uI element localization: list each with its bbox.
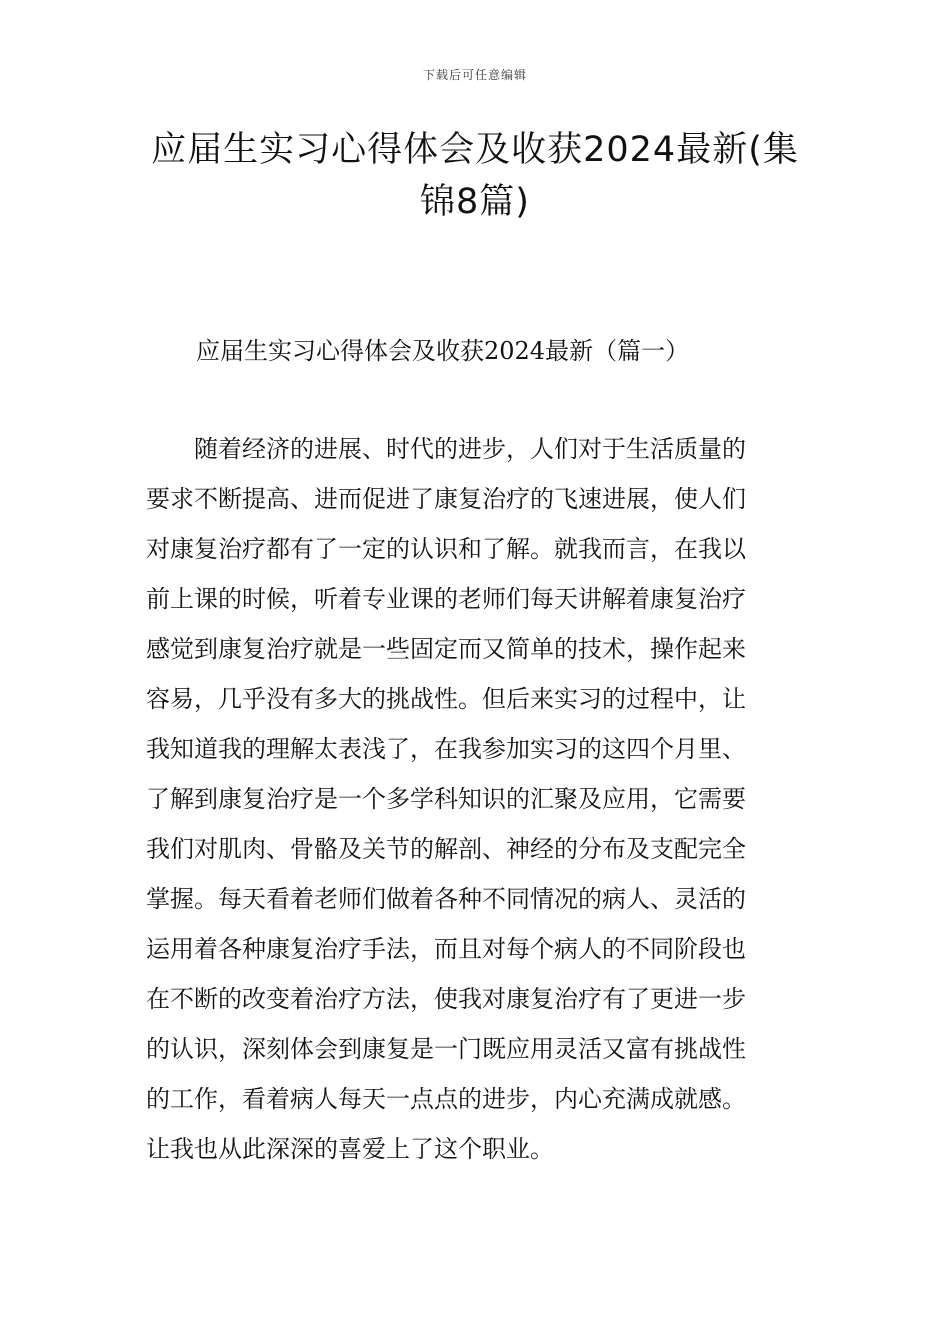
paragraph-line: 在不断的改变着治疗方法，使我对康复治疗有了更进一步: [146, 985, 746, 1013]
paragraph-line: 容易，几乎没有多大的挑战性。但后来实习的过程中，让: [146, 685, 746, 713]
title-line-2: 锦8篇): [420, 182, 530, 222]
title-line-1: 应届生实习心得体会及收获2024最新(集: [151, 130, 799, 170]
paragraph-line: 运用着各种康复治疗手法，而且对每个病人的不同阶段也: [146, 935, 746, 963]
paragraph-line: 我知道我的理解太表浅了，在我参加实习的这四个月里、: [146, 735, 746, 763]
document-title: [150, 124, 800, 228]
paragraph-line: 掌握。每天看着老师们做着各种不同情况的病人、灵活的: [146, 885, 746, 913]
paragraph-line: 随着经济的进展、时代的进步，人们对于生活质量的: [146, 435, 746, 463]
paragraph-line: 对康复治疗都有了一定的认识和了解。就我而言，在我以: [146, 535, 746, 563]
paragraph-line: 的工作，看着病人每天一点点的进步，内心充满成就感。: [146, 1085, 746, 1113]
section-heading: 应届生实习心得体会及收获2024最新（篇一）: [196, 337, 690, 365]
paragraph-line: 感觉到康复治疗就是一些固定而又简单的技术，操作起来: [146, 635, 746, 663]
header-note: 下载后可任意编辑: [422, 68, 527, 82]
paragraph-line: 的认识，深刻体会到康复是一门既应用灵活又富有挑战性: [146, 1035, 746, 1063]
paragraph-line: 让我也从此深深的喜爱上了这个职业。: [146, 1135, 554, 1163]
paragraph-line: 前上课的时候，听着专业课的老师们每天讲解着康复治疗: [146, 585, 746, 613]
paragraph-line: 我们对肌肉、骨骼及关节的解剖、神经的分布及支配完全: [146, 835, 746, 863]
paragraph-line: 要求不断提高、进而促进了康复治疗的飞速进展，使人们: [146, 485, 746, 513]
paragraph-line: 了解到康复治疗是一个多学科知识的汇聚及应用，它需要: [146, 785, 746, 813]
body-paragraph: [146, 424, 811, 1174]
